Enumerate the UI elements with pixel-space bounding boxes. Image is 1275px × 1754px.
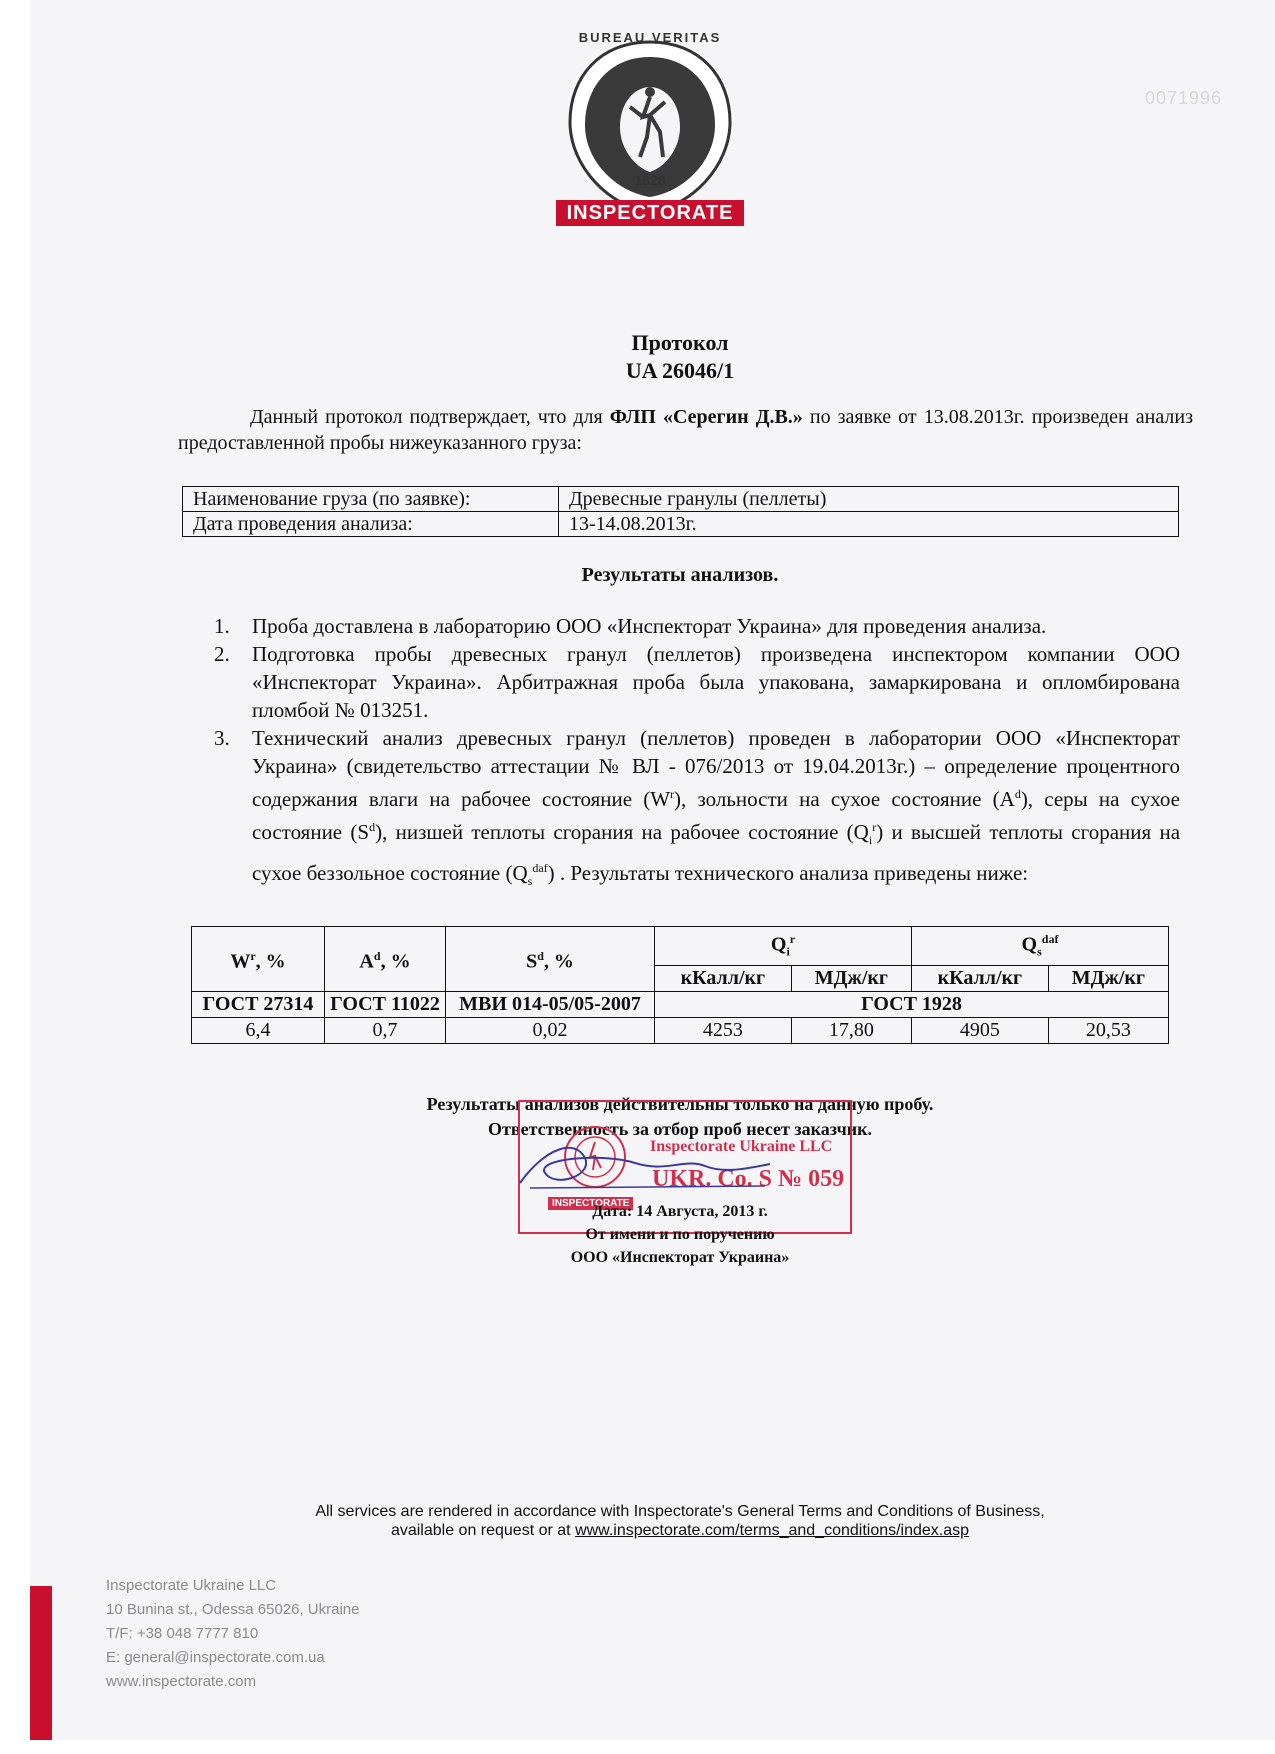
qi-superscript: r [872,820,877,834]
value-qs-mj: 20,53 [1048,1017,1168,1043]
w-superscript: r [670,787,675,801]
footer-address: 10 Bunina st., Odessa 65026, Ukraine [106,1601,360,1618]
unit-mj: МДж/кг [1048,965,1168,991]
list-item [214,612,1180,640]
table-row [192,991,1169,1017]
footer-red-stripe [30,1586,52,1740]
footer-website[interactable]: www.inspectorate.com [106,1673,257,1690]
table-row [183,512,1179,537]
value-sulfur: 0,02 [446,1017,655,1043]
value-qi-kcal: 4253 [655,1017,792,1043]
client-name: ФЛП «Серегин Д.В.» [609,406,803,428]
standard-sulfur: МВИ 014-05/05-2007 [446,991,655,1017]
terms-line: All services are rendered in accordance with Inspectorate's General Terms and Conditions of Business, [315,1503,1045,1520]
logo-brand-text: BUREAU VERITAS [578,30,722,45]
footer-email[interactable]: E: general@inspectorate.com.ua [106,1649,325,1666]
step-text-a: Технический анализ древесных гранул (пеллетов) проведен в лаборатории ООО «Инспекторат Украина» (свидетельство аттестации № ВЛ - 076/2013 от 19.04.2013г.) – определение процентного содержания влаги на рабочее состояние (W [252,726,1180,811]
scan-margin [0,0,30,1754]
signature-line: От имени и по поручению [585,1226,775,1243]
list-item [214,724,1180,895]
step-text: Подготовка пробы древесных гранул (пеллетов) произведена инспектором компании ООО «Инспекторат Украина». Арбитражная проба была упакована, замаркирована и опломбирована пломбой № 013251. [252,642,1180,722]
standard-moisture: ГОСТ 27314 [192,991,325,1017]
cargo-name-value: Древесные гранулы (пеллеты) [559,487,1179,512]
results-heading: Результаты анализов. [581,564,779,586]
disclaimer-line: Ответственность за отбор проб несет заказчик. [488,1119,872,1139]
footer-phone: T/F: +38 048 7777 810 [106,1625,259,1642]
signature-company: ООО «Инспекторат Украина» [570,1249,790,1266]
protocol-number: UA 26046/1 [625,358,735,383]
intro-after: по заявке от 13.08.2013г. произведен анализ предоставленной пробы нижеуказанного груза: [178,406,1193,454]
signature-icon [515,1128,775,1198]
step-number: 3. [214,726,230,750]
inspectorate-brand-bar: INSPECTORATE [556,200,744,226]
footer-contacts [106,1574,360,1694]
terms-notice [0,1502,1275,1540]
stamp-company: Inspectorate Ukraine LLC [650,1138,833,1155]
value-moisture: 6,4 [192,1017,325,1043]
step-text-d: ), низшей теплоты сгорания на рабочее состояние (Q [375,820,869,844]
watermark-number: 0071996 [1145,88,1223,108]
qs-superscript: daf [532,861,548,876]
unit-kcal: кКалл/кг [655,965,792,991]
table-row [192,1017,1169,1043]
analysis-date-value: 13-14.08.2013г. [559,512,1179,537]
intro-before: Данный протокол подтверждает, что для [250,406,610,428]
logo-year: 1828 [634,172,666,188]
ash-header: $A^d$, % [325,927,446,992]
table-row [192,927,1169,966]
step-number: 1. [214,614,230,638]
results-table [191,926,1169,1044]
terms-line: available on request or at www.inspectorate.com/terms_and_conditions/index.asp [390,1522,970,1539]
cargo-name-label: Наименование груза (по заявке): [183,487,559,512]
net-calorific-header: $Q_i^r$ [655,927,912,966]
intro-paragraph [178,404,1193,456]
unit-kcal: кКалл/кг [911,965,1048,991]
footer-company: Inspectorate Ukraine LLC [106,1577,277,1594]
table-row [183,487,1179,512]
gross-calorific-header: $Q_s^{daf}$ [911,927,1168,966]
procedure-list [214,612,1180,895]
standard-calorific: ГОСТ 1928 [655,991,1169,1017]
step-number: 2. [214,642,230,666]
value-ash: 0,7 [325,1017,446,1043]
sulfur-header: $S^d$, % [446,927,655,992]
unit-mj: МДж/кг [791,965,911,991]
qs-subscript: s [527,874,533,889]
step-text-c: ), серы на сухое состояние (S [252,787,1180,844]
step-text-e: ) и высшей теплоты сгорания на сухое беззольное состояние (Q [252,820,1181,886]
qi-subscript: i [868,833,873,848]
analysis-date-label: Дата проведения анализа: [183,512,559,537]
protocol-title: Протокол [631,330,729,355]
step-text-f: ) . Результаты технического анализа приведены ниже: [547,861,1029,886]
s-superscript: d [369,820,376,834]
cargo-info-table [182,486,1179,537]
step-text: Проба доставлена в лабораторию ООО «Инспекторат Украина» для проведения анализа. [252,614,1047,638]
stamp-tag: INSPECTORATE [548,1197,633,1210]
list-item [214,640,1180,724]
value-qi-mj: 17,80 [791,1017,911,1043]
signature-date: Дата: 14 Августа, 2013 г. [592,1203,768,1220]
moisture-header: $W^r$, % [192,927,325,992]
a-superscript: d [1014,787,1021,801]
stamp-code: UKR. Co. S № 059 [652,1166,845,1192]
terms-link[interactable]: www.inspectorate.com/terms_and_conditions/index.asp [575,1522,970,1539]
signature-block [0,1200,1275,1269]
step-text-b: ), зольности на сухое состояние (A [674,787,1015,811]
standard-ash: ГОСТ 11022 [325,991,446,1017]
value-qs-kcal: 4905 [911,1017,1048,1043]
disclaimer-line: Результаты анализов действительны только на данную пробу. [426,1094,934,1114]
